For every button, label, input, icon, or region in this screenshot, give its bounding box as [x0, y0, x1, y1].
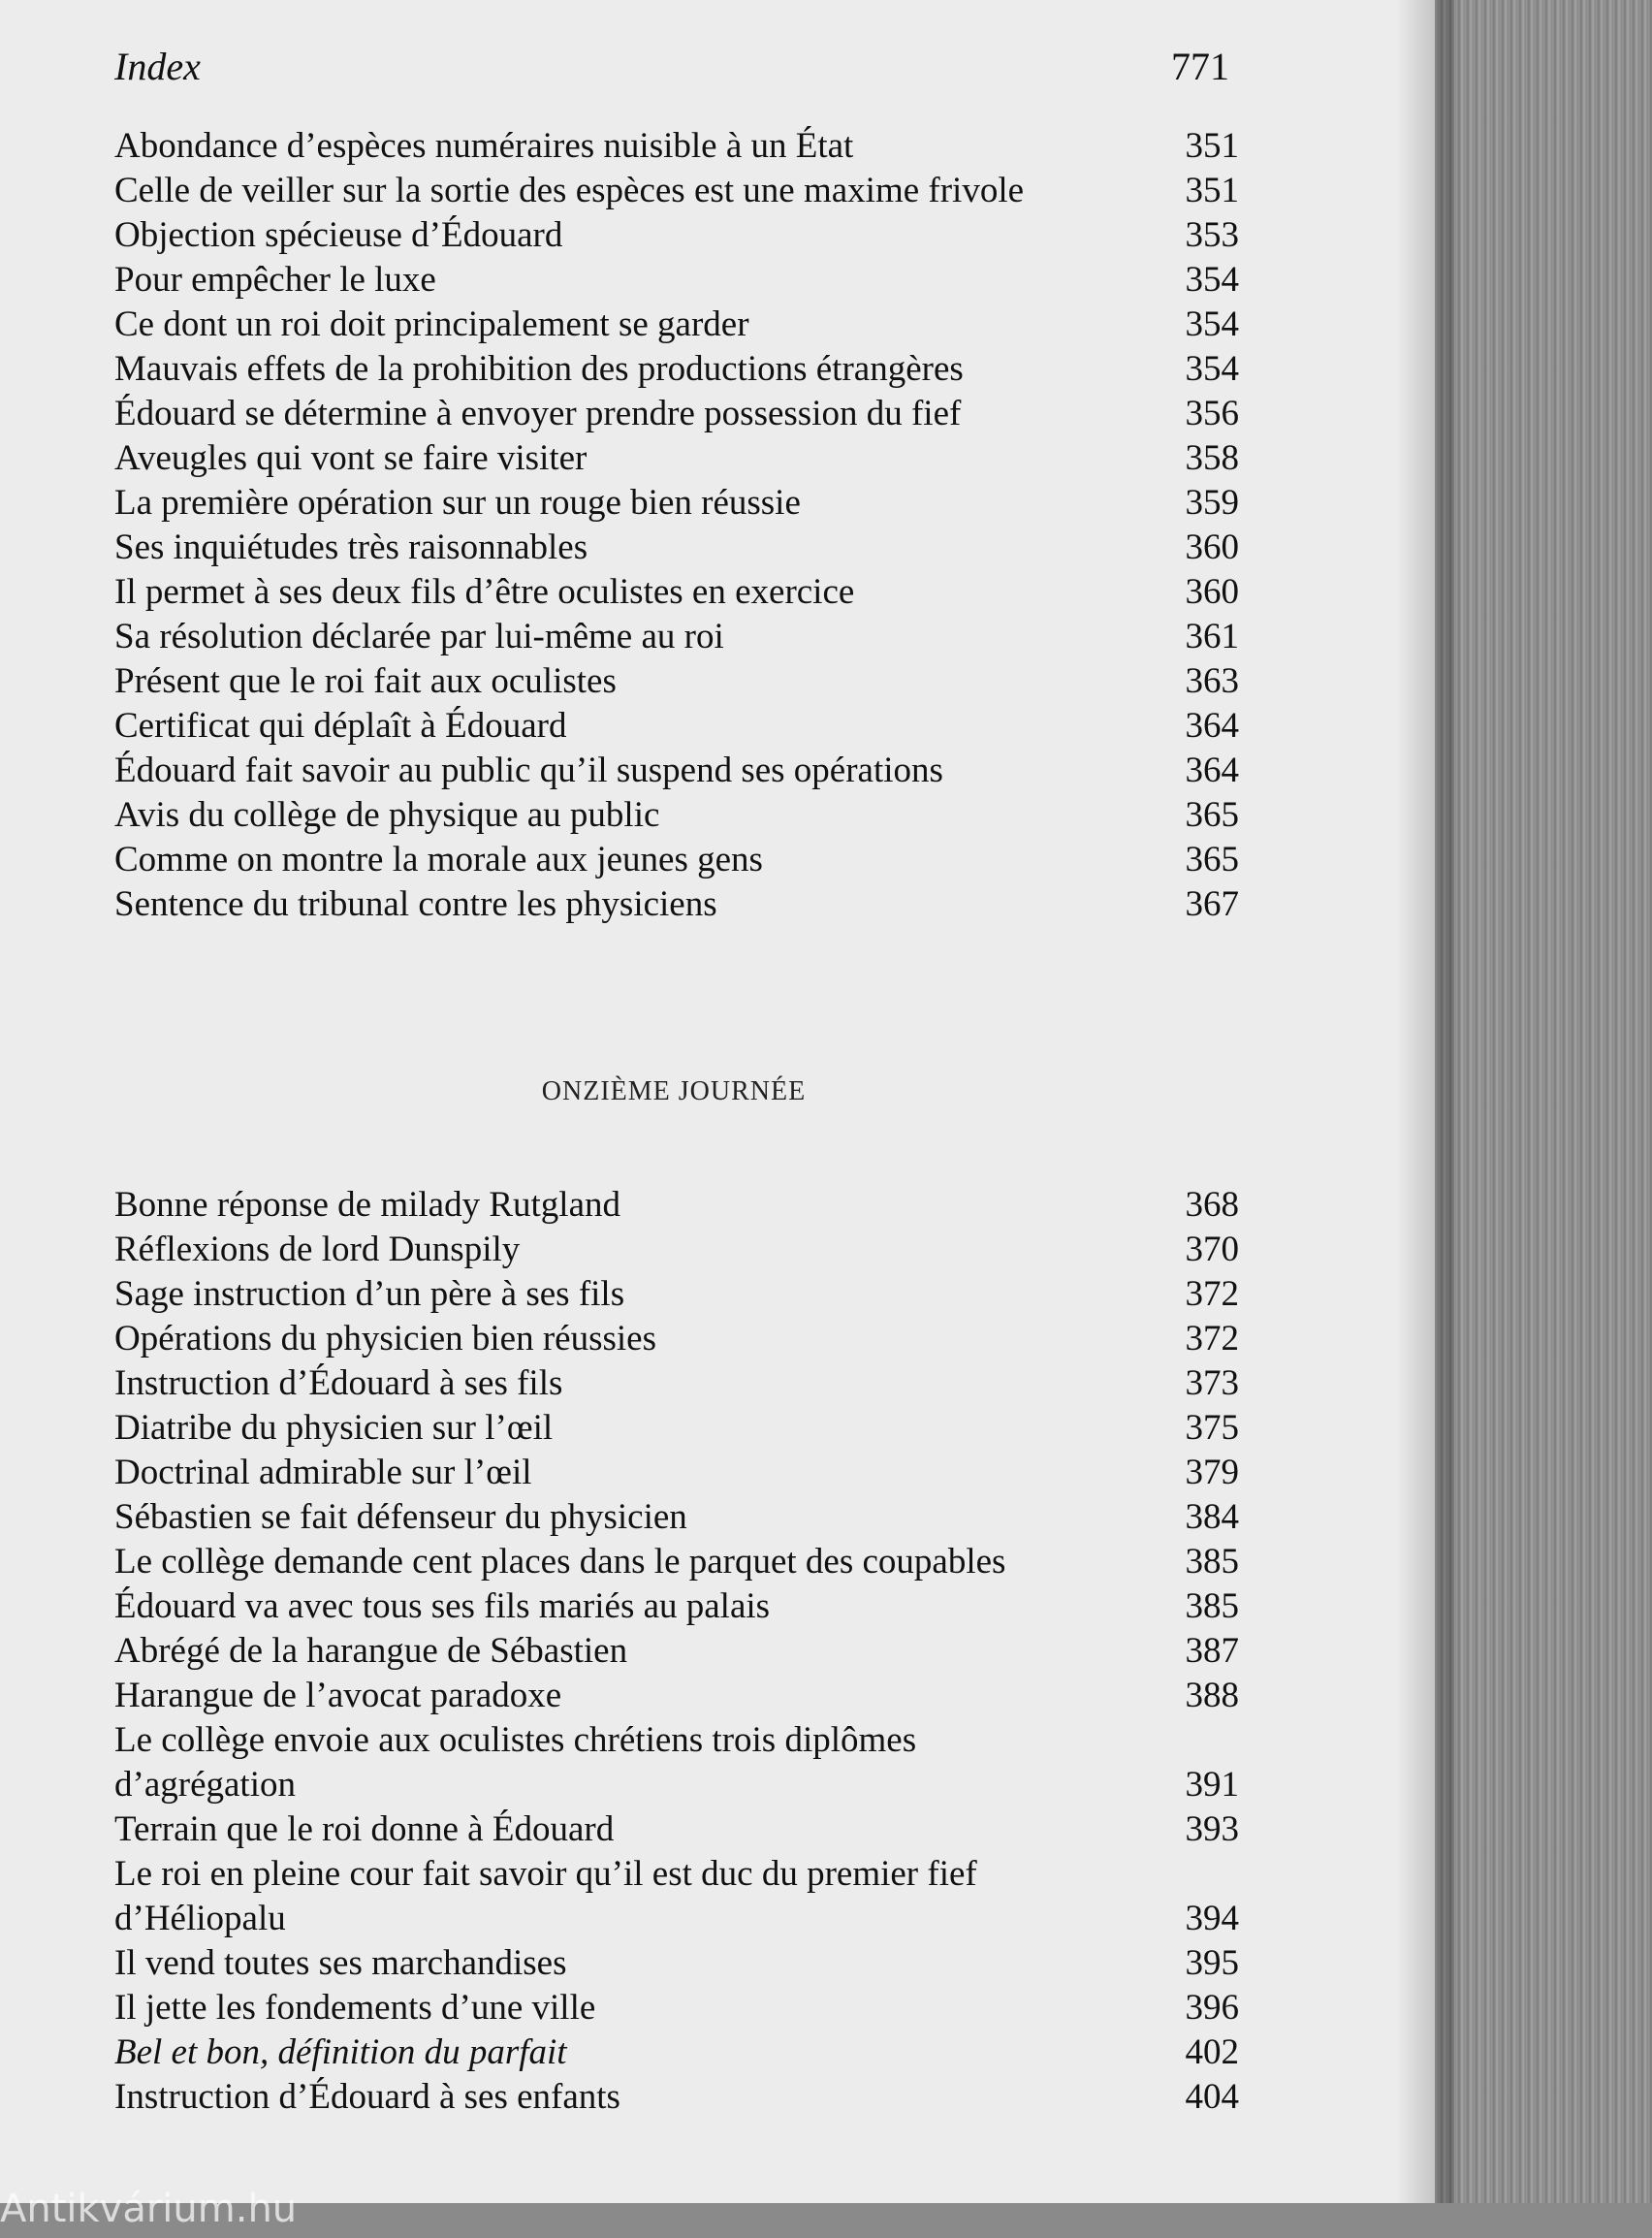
index-entry	[114, 526, 1239, 570]
entry-page: 358	[1185, 438, 1239, 478]
entry-page: 354	[1185, 260, 1239, 300]
entry-page: 370	[1185, 1230, 1239, 1269]
index-entry	[114, 793, 1239, 838]
entry-page: 396	[1185, 1988, 1239, 2028]
entry-page: 359	[1185, 483, 1239, 523]
entry-page: 361	[1185, 617, 1239, 656]
entry-text: Sébastien se fait défenseur du physicien	[114, 1497, 687, 1537]
entry-text: Le roi en pleine cour fait savoir qu’il est duc du premier fief d’Héliopalu	[114, 1854, 977, 1938]
entry-page: 364	[1185, 706, 1239, 746]
entry-text: Mauvais effets de la prohibition des productions étrangères	[114, 349, 964, 389]
entry-text: La première opération sur un rouge bien réussie	[114, 483, 801, 523]
entry-text: Diatribe du physicien sur l’œil	[114, 1408, 554, 1448]
index-entry	[114, 213, 1239, 258]
index-entry	[114, 1540, 1239, 1584]
entry-text: Édouard fait savoir au public qu’il suspend ses opérations	[114, 751, 943, 790]
index-entry	[114, 659, 1239, 704]
entry-page: 404	[1185, 2077, 1239, 2117]
entry-page: 375	[1185, 1408, 1239, 1448]
entry-text: Abrégé de la harangue de Sébastien	[114, 1631, 628, 1671]
entry-text: Aveugles qui vont se faire visiter	[114, 438, 588, 478]
index-entry	[114, 1674, 1239, 1718]
index-entry	[114, 1272, 1239, 1317]
entry-text: Il vend toutes ses marchandises	[114, 1943, 567, 1983]
index-entry	[114, 1451, 1239, 1495]
index-entry	[114, 1941, 1239, 1986]
index-entry	[114, 436, 1239, 481]
index-entry	[114, 124, 1239, 169]
entry-text: Bonne réponse de milady Rutgland	[114, 1185, 621, 1225]
entry-text: Instruction d’Édouard à ses enfants	[114, 2077, 620, 2117]
index-entry	[114, 1852, 1239, 1941]
entry-text: Il jette les fondements d’une ville	[114, 1988, 596, 2028]
entry-page: 353	[1185, 215, 1239, 255]
index-entry	[114, 1317, 1239, 1361]
index-entry	[114, 1718, 1239, 1807]
entry-text: Présent que le roi fait aux oculistes	[114, 661, 617, 701]
entry-text: Harangue de l’avocat paradoxe	[114, 1676, 562, 1715]
entry-text: Le collège envoie aux oculistes chrétiens trois diplômes d’agrégation	[114, 1720, 917, 1805]
entry-text: Réflexions de lord Dunspily	[114, 1230, 521, 1269]
entry-page: 384	[1185, 1497, 1239, 1537]
index-entry	[114, 1584, 1239, 1629]
index-entry	[114, 749, 1239, 793]
watermark-text: Antikvárium.hu	[0, 2187, 298, 2231]
entry-page: 360	[1185, 528, 1239, 567]
header-title: Index	[114, 45, 201, 88]
entry-page: 395	[1185, 1943, 1239, 1983]
entry-text: Instruction d’Édouard à ses fils	[114, 1363, 563, 1403]
entry-page: 402	[1185, 2032, 1239, 2072]
index-entry	[114, 704, 1239, 749]
entry-page: 387	[1185, 1631, 1239, 1671]
entry-text: Avis du collège de physique au public	[114, 795, 660, 835]
entry-text: Ce dont un roi doit principalement se garder	[114, 304, 749, 344]
entry-text: Sage instruction d’un père à ses fils	[114, 1274, 625, 1314]
index-entry	[114, 1361, 1239, 1406]
entry-page: 354	[1185, 349, 1239, 389]
index-entry	[114, 1183, 1239, 1228]
entry-page: 385	[1185, 1542, 1239, 1582]
entry-text: Opérations du physicien bien réussies	[114, 1319, 656, 1359]
index-section-2	[114, 1183, 1239, 2120]
index-entry	[114, 838, 1239, 882]
book-spine	[1430, 0, 1652, 2203]
entry-page: 351	[1185, 126, 1239, 166]
entry-page: 393	[1185, 1809, 1239, 1849]
index-entry	[114, 2030, 1239, 2075]
entry-text: Doctrinal admirable sur l’œil	[114, 1453, 532, 1492]
entry-text: Comme on montre la morale aux jeunes gens	[114, 840, 763, 879]
index-entry	[114, 347, 1239, 392]
page-gutter-shadow	[1396, 0, 1454, 2203]
entry-text: Terrain que le roi donne à Édouard	[114, 1809, 615, 1849]
entry-page: 372	[1185, 1319, 1239, 1359]
entry-text: Abondance d’espèces numéraires nuisible à un État	[114, 126, 854, 166]
index-entry	[114, 1986, 1239, 2030]
entry-page: 379	[1185, 1453, 1239, 1492]
entry-text: Celle de veiller sur la sortie des espèces est une maxime frivole	[114, 171, 1025, 210]
entry-page: 354	[1185, 304, 1239, 344]
entry-page: 368	[1185, 1185, 1239, 1225]
entry-page: 373	[1185, 1363, 1239, 1403]
entry-text: Certificat qui déplaît à Édouard	[114, 706, 567, 746]
index-entry	[114, 882, 1239, 927]
entry-page: 394	[1185, 1899, 1239, 1938]
entry-page: 372	[1185, 1274, 1239, 1314]
entry-page: 364	[1185, 751, 1239, 790]
entry-page: 365	[1185, 840, 1239, 879]
entry-page: 365	[1185, 795, 1239, 835]
entry-page: 360	[1185, 572, 1239, 612]
entry-text: Sentence du tribunal contre les physiciens	[114, 884, 717, 924]
index-entry	[114, 392, 1239, 436]
entry-text: Bel et bon, définition du parfait	[114, 2032, 567, 2072]
index-entry	[114, 258, 1239, 303]
entry-page: 356	[1185, 394, 1239, 433]
header-page-number: 771	[1171, 45, 1229, 88]
entry-page: 367	[1185, 884, 1239, 924]
entry-text: Objection spécieuse d’Édouard	[114, 215, 563, 255]
entry-text: Édouard va avec tous ses fils mariés au palais	[114, 1586, 771, 1626]
entry-page: 363	[1185, 661, 1239, 701]
entry-text: Pour empêcher le luxe	[114, 260, 436, 300]
entry-text: Il permet à ses deux fils d’être oculistes en exercice	[114, 572, 855, 612]
page-header	[114, 44, 1229, 92]
index-entry	[114, 1495, 1239, 1540]
entry-text: Sa résolution déclarée par lui-même au roi	[114, 617, 724, 656]
index-section-1	[114, 124, 1239, 927]
entry-page: 385	[1185, 1586, 1239, 1626]
entry-text: Ses inquiétudes très raisonnables	[114, 528, 588, 567]
entry-page: 391	[1185, 1765, 1239, 1805]
index-entry	[114, 1406, 1239, 1451]
index-entry	[114, 1228, 1239, 1272]
section-heading: ONZIÈME JOURNÉE	[541, 1076, 807, 1106]
entry-text: Édouard se détermine à envoyer prendre possession du fief	[114, 394, 962, 433]
index-entry	[114, 1629, 1239, 1674]
entry-page: 351	[1185, 171, 1239, 210]
index-entry	[114, 169, 1239, 213]
index-entry	[114, 303, 1239, 347]
index-entry	[114, 1807, 1239, 1852]
entry-text: Le collège demande cent places dans le parquet des coupables	[114, 1542, 1006, 1582]
entry-page: 388	[1185, 1676, 1239, 1715]
index-entry	[114, 570, 1239, 615]
index-entry	[114, 2075, 1239, 2120]
index-entry	[114, 481, 1239, 526]
index-entry	[114, 615, 1239, 659]
